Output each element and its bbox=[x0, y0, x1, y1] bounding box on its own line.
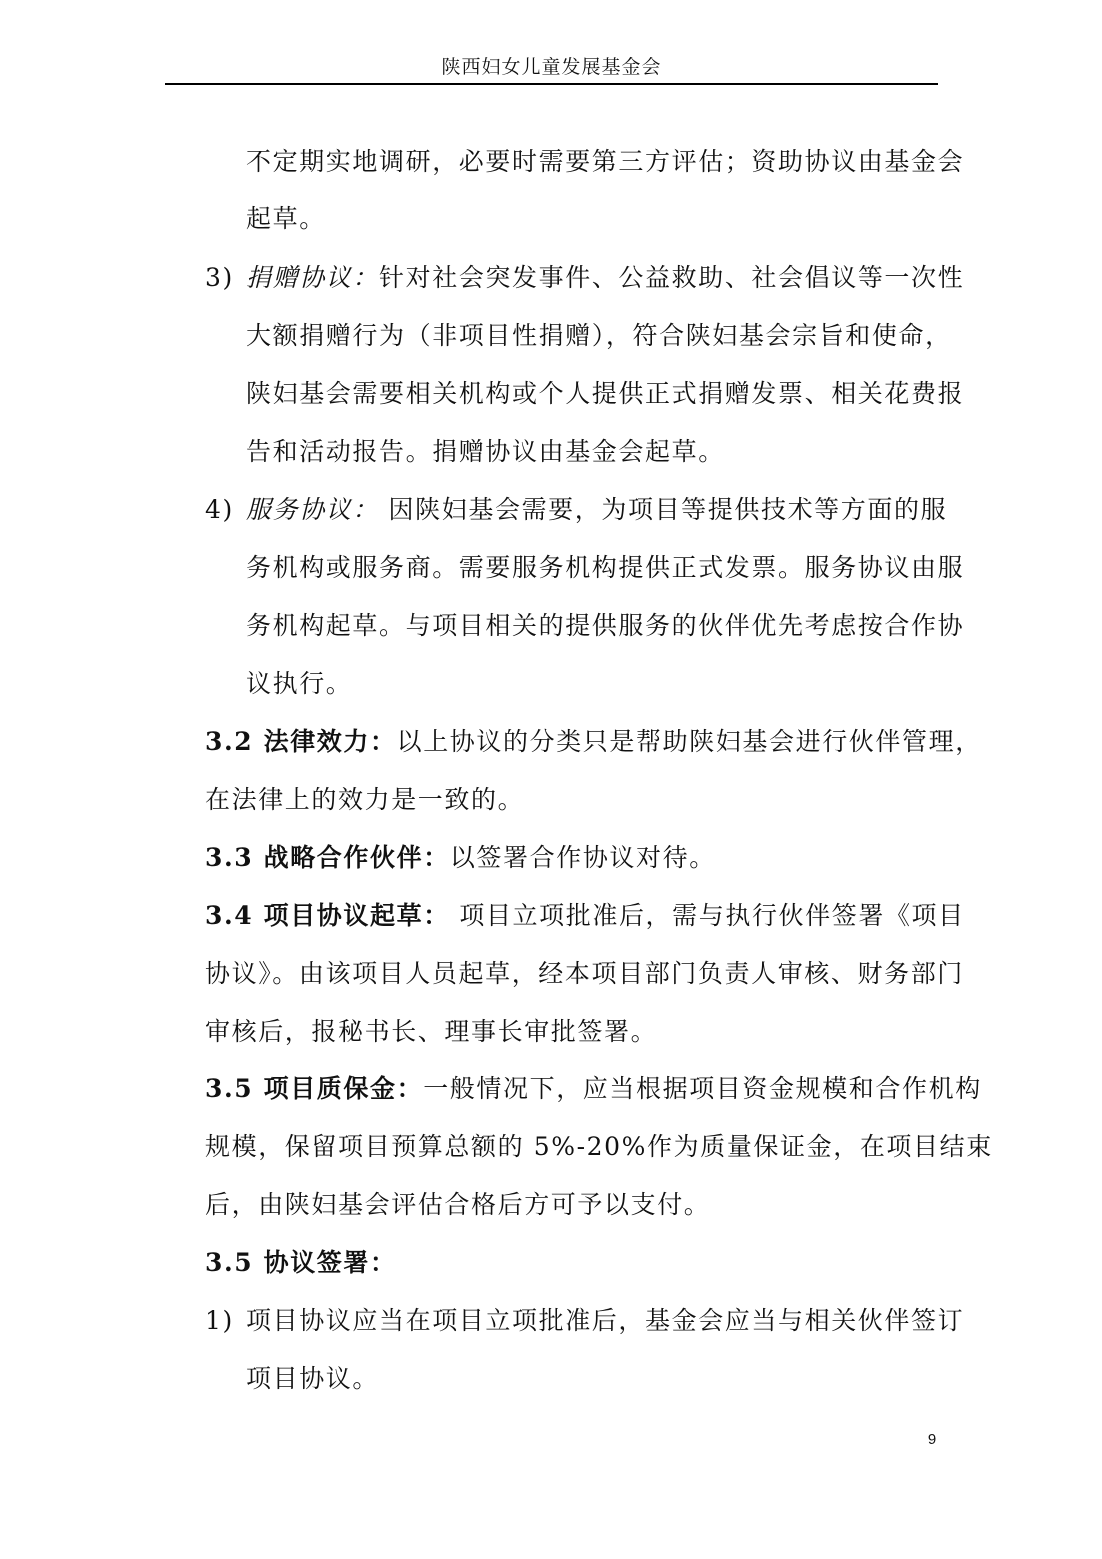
text-line: 告和活动报告。捐赠协议由基金会起草。 bbox=[246, 437, 725, 466]
list-item-donation-agreement bbox=[246, 261, 964, 295]
list-item-service-agreement bbox=[246, 493, 947, 527]
term-label: 捐赠协议： bbox=[246, 263, 380, 292]
text-line: 审核后，报秘书长、理事长审批签署。 bbox=[205, 1017, 658, 1046]
section-heading: 3.2 法律效力： bbox=[205, 727, 397, 756]
section-heading: 3.3 战略合作伙伴： bbox=[205, 843, 450, 872]
text-line: 陕妇基会需要相关机构或个人提供正式捐赠发票、相关花费报 bbox=[246, 379, 965, 408]
text-line: 协议》。由该项目人员起草，经本项目部门负责人审核、财务部门 bbox=[205, 959, 964, 988]
section-3-5-signing-heading: 3.5 协议签署： bbox=[205, 1248, 397, 1277]
section-text: 一般情况下，应当根据项目资金规模和合作机构 bbox=[423, 1074, 982, 1103]
list-item-number: 1) bbox=[205, 1306, 234, 1335]
list-item-signing: 项目协议应当在项目立项批准后，基金会应当与相关伙伴签订 bbox=[246, 1306, 965, 1335]
text-line: 大额捐赠行为（非项目性捐赠），符合陕妇基会宗旨和使命， bbox=[246, 321, 952, 350]
text-line: 项目协议。 bbox=[246, 1364, 380, 1393]
section-heading: 3.4 项目协议起草： bbox=[205, 901, 450, 930]
text-line: 务机构起草。与项目相关的提供服务的伙伴优先考虑按合作协 bbox=[246, 611, 965, 640]
section-3-4 bbox=[205, 899, 965, 933]
section-3-5-deposit bbox=[205, 1072, 982, 1106]
text-line: 在法律上的效力是一致的。 bbox=[205, 785, 525, 814]
section-3-2 bbox=[205, 725, 982, 759]
section-heading: 3.5 项目质保金： bbox=[205, 1074, 424, 1103]
section-text: 以上协议的分类只是帮助陕妇基会进行伙伴管理， bbox=[396, 727, 982, 756]
text-line: 不定期实地调研，必要时需要第三方评估；资助协议由基金会 bbox=[246, 147, 965, 176]
header-title: 陕西妇女儿童发展基金会 bbox=[441, 56, 662, 78]
list-item-number: 4) bbox=[205, 495, 234, 524]
text-line: 后，由陕妇基会评估合格后方可予以支付。 bbox=[205, 1190, 711, 1219]
text-line: 议执行。 bbox=[246, 669, 353, 698]
header-divider bbox=[165, 83, 938, 85]
page-number: 9 bbox=[927, 1431, 937, 1448]
section-3-3 bbox=[205, 841, 716, 875]
text-line: 务机构或服务商。需要服务机构提供正式发票。服务协议由服 bbox=[246, 553, 965, 582]
text-line: 起草。 bbox=[246, 204, 326, 233]
term-text: 针对社会突发事件、公益救助、社会倡议等一次性 bbox=[379, 263, 965, 292]
text-line: 规模，保留项目预算总额的 5%-20%作为质量保证金，在项目结束 bbox=[205, 1132, 993, 1161]
term-label: 服务协议： bbox=[246, 495, 380, 524]
list-item-number: 3) bbox=[205, 263, 234, 292]
term-text: 因陕妇基会需要，为项目等提供技术等方面的服 bbox=[379, 495, 948, 524]
section-text: 以签署合作协议对待。 bbox=[449, 843, 716, 872]
section-text: 项目立项批准后，需与执行伙伴签署《项目 bbox=[449, 901, 965, 930]
